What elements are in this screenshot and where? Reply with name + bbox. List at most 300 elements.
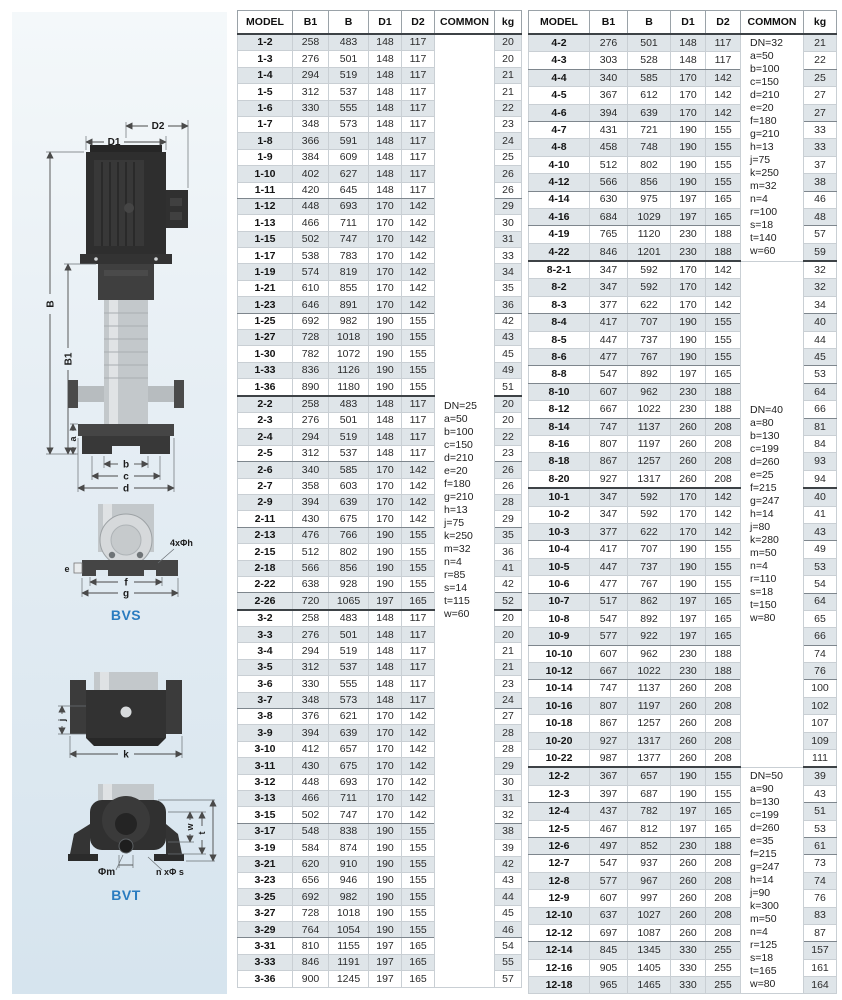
cell-d1: 190 [369, 313, 402, 329]
cell-model: 10-7 [529, 593, 590, 610]
cell-d1: 190 [671, 139, 706, 156]
cell-d1: 148 [369, 429, 402, 445]
cell-d1: 230 [671, 837, 706, 854]
cell-kg: 84 [804, 435, 837, 452]
dim-label-width-b: b [122, 459, 130, 471]
cell-model: 3-13 [238, 790, 293, 806]
cell-kg: 43 [804, 785, 837, 802]
cell-b: 910 [329, 856, 369, 872]
cell-b: 1377 [628, 750, 671, 768]
cell-d2: 255 [706, 959, 741, 976]
cell-b: 1257 [628, 453, 671, 470]
cell-b: 1405 [628, 959, 671, 976]
cell-d2: 155 [402, 889, 435, 905]
cell-kg: 26 [495, 462, 522, 478]
cell-d1: 170 [369, 807, 402, 823]
cell-b: 922 [628, 628, 671, 645]
cell-b: 1197 [628, 435, 671, 452]
common-line: t=140 [750, 232, 777, 245]
cell-b: 687 [628, 785, 671, 802]
common-line: j=75 [444, 517, 465, 530]
cell-b: 657 [329, 741, 369, 757]
cell-kg: 59 [804, 243, 837, 261]
common-line: h=13 [750, 141, 774, 154]
cell-b: 874 [329, 840, 369, 856]
cell-d2: 188 [706, 837, 741, 854]
cell-d1: 260 [671, 732, 706, 749]
common-line: r=85 [444, 569, 466, 582]
bvs-bottom-view-drawing [74, 504, 178, 576]
cell-d1: 148 [369, 643, 402, 659]
cell-kg: 81 [804, 418, 837, 435]
cell-model: 10-1 [529, 488, 590, 506]
cell-model: 2-2 [238, 396, 293, 413]
cell-d1: 190 [671, 541, 706, 558]
dim-label-g: g [122, 588, 130, 600]
cell-d1: 330 [671, 959, 706, 976]
cell-d1: 190 [369, 856, 402, 872]
cell-b: 1180 [329, 379, 369, 396]
cell-kg: 23 [495, 676, 522, 692]
cell-d2: 142 [402, 248, 435, 264]
common-line: DN=40 [750, 403, 783, 416]
dim-label-b: B [45, 300, 57, 308]
cell-b: 1018 [329, 330, 369, 346]
cell-model: 3-25 [238, 889, 293, 905]
cell-kg: 45 [495, 346, 522, 362]
cell-b1: 548 [293, 823, 329, 839]
common-line: b=130 [750, 796, 780, 809]
table-row [529, 34, 837, 52]
cell-b1: 276 [590, 34, 628, 52]
dimension-table-left [237, 10, 522, 988]
cell-kg: 43 [804, 523, 837, 540]
cell-kg: 157 [804, 942, 837, 959]
cell-b1: 807 [590, 435, 628, 452]
cell-b: 767 [628, 576, 671, 593]
cell-d1: 197 [671, 191, 706, 208]
cell-d1: 230 [671, 243, 706, 261]
cell-kg: 76 [804, 890, 837, 907]
bvt-bottom-view-drawing [68, 784, 184, 861]
cell-kg: 55 [495, 954, 522, 970]
cell-d1: 148 [369, 396, 402, 413]
cell-b1: 477 [590, 576, 628, 593]
cell-model: 4-19 [529, 226, 590, 243]
cell-d1: 170 [369, 741, 402, 757]
cell-d2: 142 [402, 511, 435, 527]
cell-b1: 476 [293, 527, 329, 543]
cell-d2: 142 [706, 523, 741, 540]
common-line: n=4 [750, 926, 768, 939]
column-header: D1 [369, 11, 402, 35]
cell-d2: 165 [402, 938, 435, 954]
cell-model: 3-15 [238, 807, 293, 823]
cell-d2: 208 [706, 453, 741, 470]
cell-kg: 51 [495, 379, 522, 396]
cell-model: 3-10 [238, 741, 293, 757]
cell-b: 537 [329, 84, 369, 100]
cell-d1: 197 [671, 820, 706, 837]
cell-b: 891 [329, 297, 369, 313]
cell-b1: 384 [293, 149, 329, 165]
cell-b1: 448 [293, 774, 329, 790]
cell-b1: 447 [590, 558, 628, 575]
cell-kg: 20 [495, 51, 522, 67]
cell-kg: 46 [495, 922, 522, 938]
cell-b: 1120 [628, 226, 671, 243]
bvt-port-text: Φm [98, 867, 116, 878]
cell-kg: 45 [495, 905, 522, 921]
cell-b1: 397 [590, 785, 628, 802]
cell-model: 2-7 [238, 478, 293, 494]
common-dimensions-cell [741, 261, 804, 767]
common-line: r=110 [750, 572, 777, 585]
cell-d1: 170 [671, 523, 706, 540]
common-line: t=150 [750, 598, 777, 611]
cell-kg: 102 [804, 697, 837, 714]
cell-d1: 230 [671, 663, 706, 680]
cell-model: 4-5 [529, 87, 590, 104]
cell-kg: 76 [804, 663, 837, 680]
cell-d2: 188 [706, 226, 741, 243]
cell-d1: 170 [369, 280, 402, 296]
cell-d1: 190 [671, 121, 706, 138]
cell-model: 1-7 [238, 116, 293, 132]
table-row [529, 767, 837, 785]
cell-d1: 170 [369, 264, 402, 280]
bvt-port-label [98, 855, 133, 878]
cell-d2: 208 [706, 907, 741, 924]
cell-kg: 28 [495, 741, 522, 757]
cell-b: 747 [329, 231, 369, 247]
cell-model: 4-16 [529, 208, 590, 225]
cell-kg: 49 [495, 362, 522, 378]
cell-kg: 53 [804, 366, 837, 383]
cell-b1: 430 [293, 758, 329, 774]
cell-b: 1465 [628, 977, 671, 994]
cell-kg: 35 [495, 280, 522, 296]
cell-kg: 53 [804, 558, 837, 575]
cell-kg: 39 [804, 767, 837, 785]
common-line: a=90 [750, 783, 774, 796]
cell-b1: 340 [293, 462, 329, 478]
cell-model: 2-5 [238, 445, 293, 461]
common-line: c=150 [750, 76, 779, 89]
cell-d1: 190 [671, 314, 706, 331]
cell-kg: 46 [804, 191, 837, 208]
cell-model: 1-30 [238, 346, 293, 362]
cell-b1: 367 [590, 767, 628, 785]
dim-label-t: t [197, 831, 207, 835]
terminal-box [166, 190, 188, 228]
cell-kg: 23 [495, 445, 522, 461]
cell-d1: 197 [671, 628, 706, 645]
dim-label-w: w [185, 823, 195, 831]
cell-d2: 208 [706, 750, 741, 768]
cell-b: 862 [628, 593, 671, 610]
cell-b1: 764 [293, 922, 329, 938]
cell-d1: 170 [369, 198, 402, 214]
cell-d1: 170 [671, 279, 706, 296]
cell-b: 962 [628, 383, 671, 400]
cell-d2: 142 [402, 709, 435, 725]
common-line: k=250 [750, 167, 779, 180]
cell-b1: 394 [293, 725, 329, 741]
cell-d2: 155 [706, 156, 741, 173]
common-line: w=60 [444, 608, 470, 621]
common-line: f=215 [750, 848, 777, 861]
column-header: D2 [402, 11, 435, 35]
cell-d2: 255 [706, 942, 741, 959]
common-line: e=20 [750, 102, 774, 115]
cell-model: 4-7 [529, 121, 590, 138]
cell-b1: 692 [293, 889, 329, 905]
cell-d2: 155 [706, 349, 741, 366]
cell-b: 592 [628, 261, 671, 279]
cell-d1: 230 [671, 645, 706, 662]
common-line: c=150 [444, 439, 473, 452]
column-header: kg [495, 11, 522, 35]
cell-d2: 142 [706, 87, 741, 104]
common-line: d=210 [750, 89, 780, 102]
cell-model: 12-2 [529, 767, 590, 785]
cell-b1: 867 [590, 715, 628, 732]
cell-kg: 57 [804, 226, 837, 243]
dim-label-f: f [124, 577, 128, 589]
cell-b: 1087 [628, 924, 671, 941]
cell-b1: 502 [293, 807, 329, 823]
cell-model: 3-4 [238, 643, 293, 659]
cell-d2: 155 [706, 174, 741, 191]
cell-model: 2-15 [238, 544, 293, 560]
common-line: b=100 [444, 426, 474, 439]
cell-model: 3-6 [238, 676, 293, 692]
cell-model: 10-10 [529, 645, 590, 662]
cell-b: 982 [329, 313, 369, 329]
cell-b1: 294 [293, 429, 329, 445]
cell-b1: 312 [293, 84, 329, 100]
cell-kg: 24 [495, 133, 522, 149]
cell-d2: 165 [706, 803, 741, 820]
cell-b: 1245 [329, 971, 369, 987]
common-line: c=199 [750, 809, 779, 822]
cell-model: 10-5 [529, 558, 590, 575]
cell-d2: 117 [402, 412, 435, 428]
cell-kg: 20 [495, 34, 522, 51]
cell-d1: 190 [369, 330, 402, 346]
cell-kg: 22 [495, 429, 522, 445]
common-line: g=247 [750, 861, 780, 874]
cell-model: 1-12 [238, 198, 293, 214]
cell-model: 8-2-1 [529, 261, 590, 279]
common-line: c=199 [750, 442, 779, 455]
cell-kg: 44 [495, 889, 522, 905]
cell-kg: 22 [804, 52, 837, 69]
cell-kg: 53 [804, 820, 837, 837]
cell-model: 4-14 [529, 191, 590, 208]
cell-kg: 54 [804, 576, 837, 593]
cell-kg: 93 [804, 453, 837, 470]
cell-model: 1-8 [238, 133, 293, 149]
cell-model: 4-12 [529, 174, 590, 191]
cell-b: 555 [329, 676, 369, 692]
cell-b: 767 [628, 349, 671, 366]
cell-kg: 33 [804, 121, 837, 138]
cell-d2: 155 [402, 560, 435, 576]
cell-kg: 21 [495, 643, 522, 659]
cell-d1: 260 [671, 872, 706, 889]
cell-model: 10-6 [529, 576, 590, 593]
cell-d1: 197 [369, 954, 402, 970]
cell-b1: 347 [590, 279, 628, 296]
cell-d2: 208 [706, 418, 741, 435]
cell-kg: 29 [495, 511, 522, 527]
cell-b1: 347 [590, 488, 628, 506]
cell-b1: 667 [590, 401, 628, 418]
cell-d2: 142 [402, 297, 435, 313]
cell-b1: 512 [590, 156, 628, 173]
cell-d2: 155 [402, 823, 435, 839]
cell-b1: 574 [293, 264, 329, 280]
cell-model: 3-29 [238, 922, 293, 938]
cell-d1: 190 [369, 527, 402, 543]
pump-side-view-drawing [70, 672, 182, 746]
cell-kg: 38 [495, 823, 522, 839]
cell-d2: 188 [706, 243, 741, 261]
cell-b: 483 [329, 396, 369, 413]
cell-b1: 430 [293, 511, 329, 527]
cell-d1: 148 [369, 627, 402, 643]
cell-kg: 34 [495, 264, 522, 280]
common-line: g=210 [750, 128, 780, 141]
cell-d2: 155 [706, 558, 741, 575]
dim-f [90, 577, 162, 589]
cell-model: 3-17 [238, 823, 293, 839]
common-line: n=4 [444, 556, 462, 569]
cell-kg: 45 [804, 349, 837, 366]
cell-b: 737 [628, 331, 671, 348]
cell-model: 3-12 [238, 774, 293, 790]
cell-b: 501 [329, 51, 369, 67]
cell-b1: 987 [590, 750, 628, 768]
cell-b: 657 [628, 767, 671, 785]
cell-d1: 190 [671, 156, 706, 173]
common-line: n=4 [750, 193, 768, 206]
cell-d2: 155 [706, 767, 741, 785]
cell-kg: 27 [495, 709, 522, 725]
cell-kg: 164 [804, 977, 837, 994]
cell-d2: 117 [402, 149, 435, 165]
cell-kg: 64 [804, 383, 837, 400]
cell-d2: 188 [706, 401, 741, 418]
cell-model: 8-4 [529, 314, 590, 331]
cell-b1: 566 [590, 174, 628, 191]
header-row [529, 11, 837, 35]
cell-b1: 276 [293, 412, 329, 428]
cell-model: 1-27 [238, 330, 293, 346]
cell-d2: 142 [402, 264, 435, 280]
cell-kg: 20 [495, 412, 522, 428]
cell-d2: 155 [706, 121, 741, 138]
common-line: w=60 [750, 245, 776, 258]
cell-b: 528 [628, 52, 671, 69]
dimension-table-right [528, 10, 837, 994]
column-header: kg [804, 11, 837, 35]
cell-d2: 117 [402, 166, 435, 182]
cell-b: 609 [329, 149, 369, 165]
cell-d2: 155 [402, 840, 435, 856]
cell-kg: 32 [495, 807, 522, 823]
cell-d2: 117 [706, 52, 741, 69]
cell-model: 2-9 [238, 494, 293, 510]
cell-kg: 40 [804, 488, 837, 506]
dim-label-b1: B1 [63, 352, 75, 366]
cell-b1: 810 [293, 938, 329, 954]
cell-b1: 638 [293, 576, 329, 592]
cell-b1: 348 [293, 692, 329, 708]
cell-d1: 190 [369, 362, 402, 378]
dim-label-k: k [123, 749, 129, 761]
cell-d2: 208 [706, 855, 741, 872]
cell-model: 8-14 [529, 418, 590, 435]
cell-b1: 965 [590, 977, 628, 994]
cell-kg: 161 [804, 959, 837, 976]
cell-kg: 42 [495, 856, 522, 872]
cell-d2: 165 [706, 820, 741, 837]
cell-model: 8-8 [529, 366, 590, 383]
column-header: COMMON [741, 11, 804, 35]
cell-b1: 458 [590, 139, 628, 156]
cell-d2: 142 [402, 280, 435, 296]
cell-model: 1-25 [238, 313, 293, 329]
cell-b1: 303 [590, 52, 628, 69]
cell-b1: 276 [293, 627, 329, 643]
cell-d1: 190 [369, 922, 402, 938]
cell-d1: 148 [369, 412, 402, 428]
cell-model: 1-21 [238, 280, 293, 296]
cell-b1: 905 [590, 959, 628, 976]
common-line: r=100 [750, 206, 778, 219]
cell-d1: 190 [671, 558, 706, 575]
cell-d2: 117 [402, 133, 435, 149]
cell-model: 10-14 [529, 680, 590, 697]
cell-model: 1-17 [238, 248, 293, 264]
cell-d2: 142 [402, 462, 435, 478]
cell-b1: 330 [293, 676, 329, 692]
cell-b: 782 [628, 803, 671, 820]
cell-d2: 117 [402, 445, 435, 461]
cell-b1: 684 [590, 208, 628, 225]
cell-b: 483 [329, 610, 369, 627]
cell-kg: 21 [495, 659, 522, 675]
cell-b1: 646 [293, 297, 329, 313]
cell-b1: 258 [293, 34, 329, 51]
cell-d2: 208 [706, 890, 741, 907]
cell-b1: 867 [590, 453, 628, 470]
dim-width-b [104, 456, 148, 471]
cell-b1: 431 [590, 121, 628, 138]
cell-model: 2-22 [238, 576, 293, 592]
cell-b: 982 [329, 889, 369, 905]
cell-model: 1-11 [238, 182, 293, 198]
cell-d2: 142 [402, 725, 435, 741]
cell-d1: 260 [671, 453, 706, 470]
cell-d2: 188 [706, 663, 741, 680]
cell-kg: 54 [495, 938, 522, 954]
cell-b: 737 [628, 558, 671, 575]
cell-d2: 117 [402, 676, 435, 692]
